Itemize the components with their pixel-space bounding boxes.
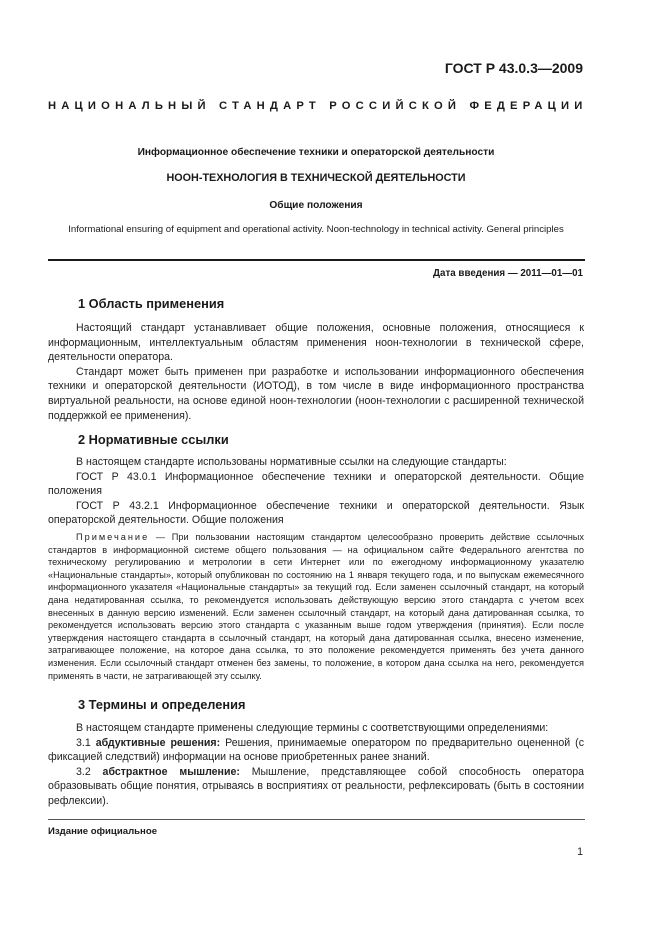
section-3-body <box>48 721 584 809</box>
section-1-body <box>48 321 584 423</box>
section-1-paragraph: Настоящий стандарт устанавливает общие положения, основные положения, относящиеся к информационным, интеллектуальным областям применения ноон-технологии в технической сфере, деятельности оператора. <box>48 322 584 364</box>
section-2-heading: 2 Нормативные ссылки <box>78 432 229 447</box>
term-definition-text: Мышление, представляющее собой способность оператора образовывать общие понятия, отрываясь в восприятиях от реальности, рефлексировать (быть в состоянии рефлексии). <box>48 765 584 807</box>
term-name: абстрактное мышление: <box>102 765 240 778</box>
section-2-body <box>48 455 584 528</box>
note-label: Примечание <box>76 532 150 542</box>
section-2-intro: В настоящем стандарте использованы нормативные ссылки на следующие стандарты: <box>76 456 507 468</box>
english-title: Informational ensuring of equipment and operational activity. Noon-technology in technical activity. General principles <box>68 224 564 235</box>
reference-item: ГОСТ Р 43.2.1 Информационное обеспечение техники и операторской деятельности. Язык операторской деятельности. Общие положения <box>48 499 584 527</box>
term-definition <box>48 765 584 809</box>
term-number: 3.1 <box>76 736 96 749</box>
footer-divider <box>48 819 585 820</box>
title-line-3: Общие положения <box>269 200 363 211</box>
title-line-1: Информационное обеспечение техники и операторской деятельности <box>137 147 495 158</box>
note-block <box>48 531 584 682</box>
national-standard-banner: НАЦИОНАЛЬНЫЙ СТАНДАРТ РОССИЙСКОЙ ФЕДЕРАЦИИ <box>48 100 588 112</box>
term-definition-text: Решения, принимаемые оператором по предварительно оцененной (с фиксацией следствий) информации на основе приобретенных ранее знаний. <box>48 736 585 764</box>
note-text: — При пользовании настоящим стандартом целесообразно проверить действие ссылочных стандартов в информационной системе общего пользования — на официальном сайте Федерального агентства по техническому регулированию и метрологии в сети Интернет или по ежегодному информационному указателю «Национальные стандарты», который опубликован по состоянию на 1 января текущего года, и по выпускам ежемесячного информационного указателя «Национальные стандарты» за текущий год. Если заменен ссылочный стандарт, на который дана недатированная ссылка, то рекомендуется использовать действующую версию этого стандарта с учетом всех внесенных в данную версию изменений. Если заменен ссылочный стандарт, на который дана датированная ссылка, то рекомендуется использовать версию этого стандарта с указанным выше годом утверждения (принятия). Если после утверждения настоящего стандарта в ссылочный стандарт, на который дана датированная ссылка, внесено изменение, затрагивающее положение, на которое дана ссылка, то это положение рекомендуется применять без учета данного изменения. Если ссылочный стандарт отменен без замены, то положение, в котором дана ссылка на него, рекомендуется применять в части, не затрагивающей эту ссылку. <box>48 532 584 681</box>
title-line-2: НООН-ТЕХНОЛОГИЯ В ТЕХНИЧЕСКОЙ ДЕЯТЕЛЬНОСТИ <box>166 172 466 184</box>
gost-code: ГОСТ Р 43.0.3—2009 <box>444 60 583 76</box>
intro-date: Дата введения — 2011—01—01 <box>433 268 583 279</box>
term-number: 3.2 <box>76 765 103 778</box>
page-number: 1 <box>577 846 583 858</box>
header-divider <box>48 259 585 261</box>
section-1-heading: 1 Область применения <box>78 296 225 311</box>
term-definition <box>48 736 584 765</box>
term-name: абдуктивные решения: <box>95 736 221 749</box>
official-edition-label: Издание официальное <box>48 826 158 837</box>
reference-item: ГОСТ Р 43.0.1 Информационное обеспечение техники и операторской деятельности. Общие положения <box>48 470 584 498</box>
section-1-paragraph: Стандарт может быть применен при разработке и использовании информационного обеспечения техники и операторской деятельности (ИОТОД), в том числе в виде информационного пространства виртуальной реальности, на основе единой ноон-технологии (ноон-технологии с расширенной технической поддержкой ее применения). <box>48 365 584 422</box>
section-3-heading: 3 Термины и определения <box>78 697 246 712</box>
section-3-intro: В настоящем стандарте применены следующие термины с соответствующими определениями: <box>76 722 549 734</box>
